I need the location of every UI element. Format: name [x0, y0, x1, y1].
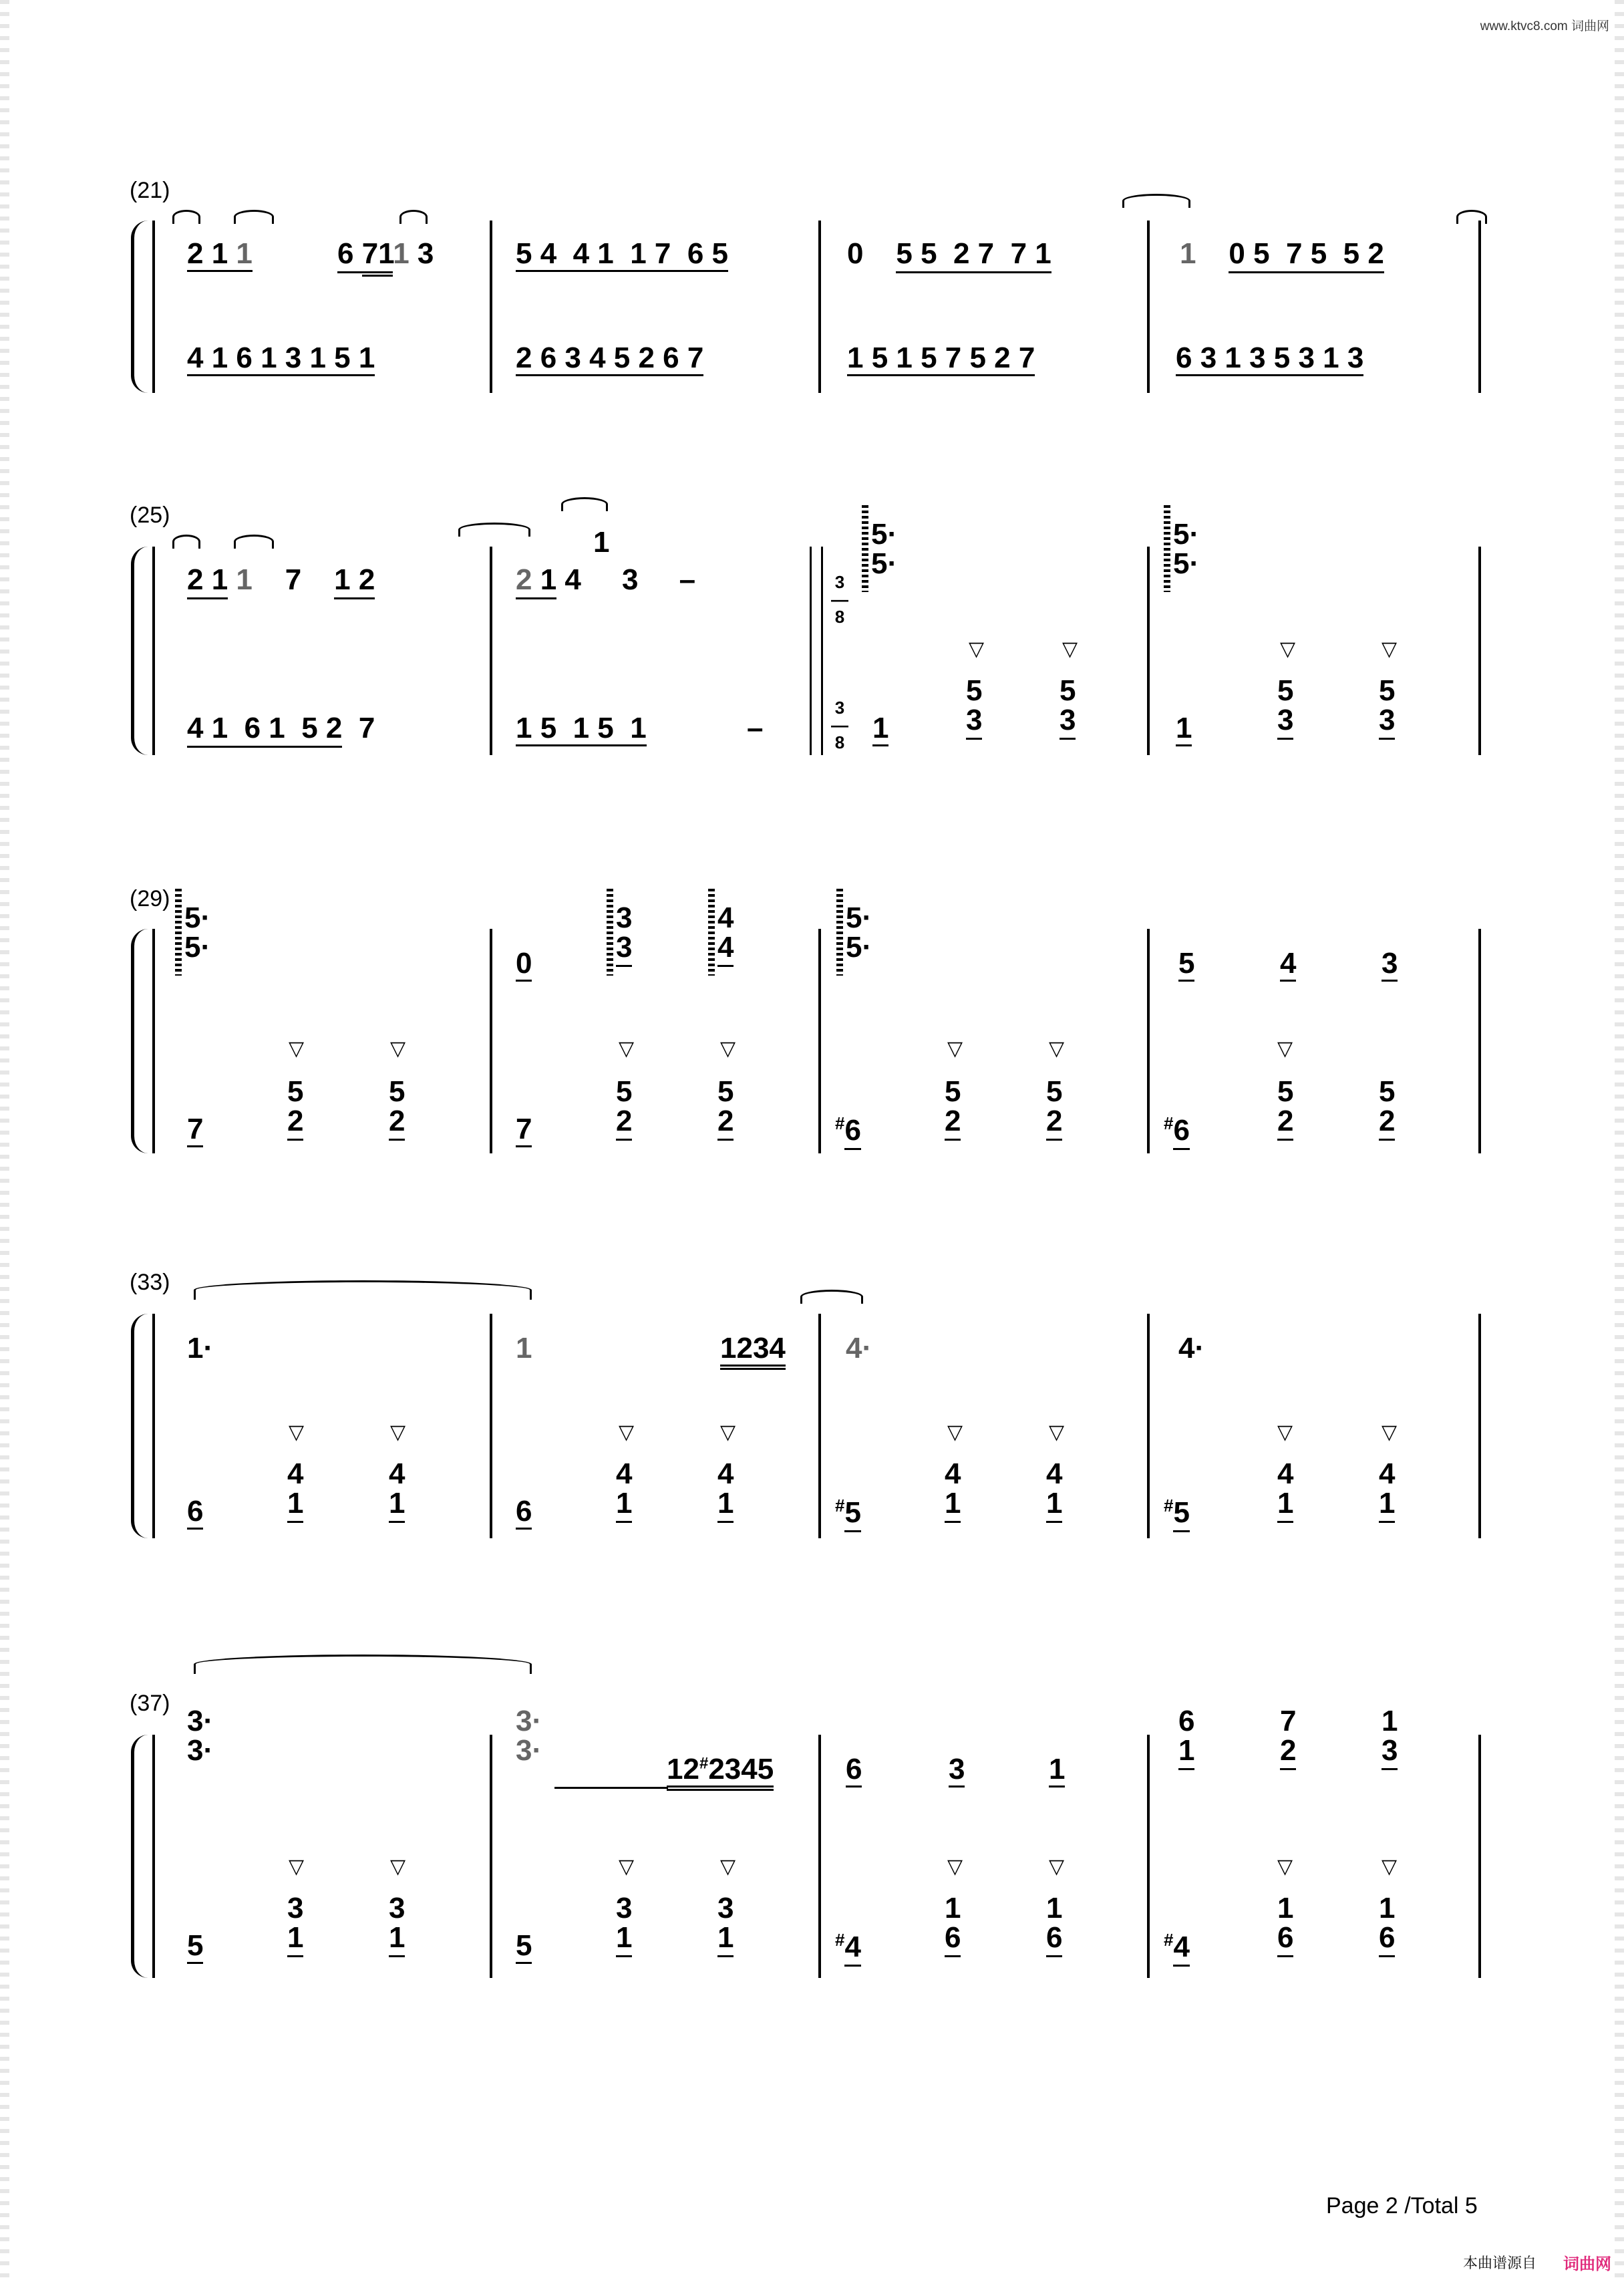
staccato-mark: ▽ — [947, 1421, 963, 1443]
upper-chord: 5· 5· — [1173, 518, 1200, 580]
left-edge-strip — [0, 0, 9, 2284]
time-signature-upper: 3 — 8 — [831, 572, 848, 627]
lower-note: 5 — [187, 1931, 203, 1964]
upper-chord: 4 4 — [717, 903, 734, 962]
barline — [490, 221, 492, 393]
staccato-mark: ▽ — [1049, 1038, 1065, 1060]
staccato-mark: ▽ — [720, 1421, 736, 1443]
upper-rest: 0 — [516, 949, 532, 982]
lower-note: #4 — [1164, 1931, 1190, 1962]
measure-number: (29) — [130, 886, 170, 911]
system-brace — [131, 1735, 149, 1978]
upper-note: 4· — [1178, 1332, 1205, 1365]
lower-notes: 4 1 6 1 5 2 7 — [187, 714, 375, 743]
lower-chord: 5 2 — [616, 1077, 632, 1136]
arpeggio — [708, 889, 715, 976]
lower-chord: 3 1 — [717, 1894, 734, 1953]
measure-number: (25) — [130, 503, 170, 528]
lower-note: 6 — [187, 1497, 203, 1530]
lower-chord: 5 2 — [717, 1077, 734, 1136]
barline — [1147, 1314, 1150, 1538]
upper-notes: 2 1 4 3 – — [516, 565, 695, 595]
arpeggio — [836, 889, 843, 976]
lower-chord: 5 3 — [966, 676, 982, 735]
lower-chord: 4 1 — [1046, 1459, 1062, 1518]
lower-chord: 3 1 — [389, 1894, 405, 1953]
measure-number: (33) — [130, 1270, 170, 1295]
lower-notes: 2 6 3 4 5 2 6 7 — [516, 343, 703, 376]
staccato-mark: ▽ — [390, 1038, 406, 1060]
upper-note: 4 — [1280, 949, 1296, 982]
tie — [172, 535, 200, 549]
upper-note: 1· — [187, 1332, 214, 1365]
lower-note: 1 — [872, 714, 888, 746]
barline — [490, 1735, 492, 1978]
upper-note: 1 — [1049, 1755, 1065, 1788]
right-edge-strip — [1615, 0, 1624, 2284]
arpeggio — [607, 889, 613, 976]
barline — [1478, 547, 1481, 755]
upper-notes: 5 4 4 1 1 7 6 5 — [516, 239, 728, 272]
slur — [458, 523, 530, 537]
barline — [1147, 929, 1150, 1153]
footer-logo: 词曲网 — [1563, 2255, 1611, 2273]
barline — [1147, 221, 1150, 393]
measure-number: (21) — [130, 178, 170, 203]
slur — [194, 1280, 532, 1300]
tie — [172, 210, 200, 224]
upper-run: 1234 — [720, 1334, 786, 1370]
upper-notes: 2 1 1 7 1 2 — [187, 565, 375, 595]
slur — [1122, 194, 1190, 208]
lower-chord: 5 2 — [1046, 1077, 1062, 1136]
upper-chord: 5· 5· — [184, 901, 211, 964]
lower-chord: 1 6 — [1046, 1894, 1062, 1953]
lower-chord: 5 2 — [389, 1077, 405, 1136]
double-barline — [810, 547, 823, 755]
staccato-mark: ▽ — [1277, 1038, 1293, 1060]
header-url: www.ktvc8.com 词曲网 — [1480, 19, 1609, 33]
upper-notes: 2 1 1 — [187, 239, 253, 272]
barline — [818, 1314, 821, 1538]
lower-notes: 1 5 1 5 1 — [516, 714, 647, 746]
upper-chord: 5· 5· — [871, 518, 898, 580]
arpeggio — [175, 889, 182, 976]
barline — [490, 547, 492, 755]
upper-chord: 5· 5· — [846, 901, 872, 964]
staccato-mark: ▽ — [1062, 638, 1078, 660]
measure-number: (37) — [130, 1691, 170, 1716]
staccato-mark: ▽ — [1382, 638, 1398, 660]
barline — [490, 929, 492, 1153]
lower-note: 7 — [516, 1115, 532, 1147]
upper-note: 3 — [1382, 949, 1398, 982]
system-brace — [131, 547, 149, 755]
lower-chord: 5 3 — [1379, 676, 1395, 735]
staccato-mark: ▽ — [947, 1038, 963, 1060]
upper-chord: 3 3 — [616, 903, 632, 962]
staccato-mark: ▽ — [720, 1856, 736, 1878]
lower-chord: 4 1 — [1379, 1459, 1395, 1518]
barline — [1478, 929, 1481, 1153]
lower-notes: 1 5 1 5 7 5 2 7 — [847, 343, 1035, 376]
lower-chord: 1 6 — [1277, 1894, 1293, 1953]
upper-note: 5 — [1178, 949, 1194, 982]
lower-chord: 5 2 — [1379, 1077, 1395, 1136]
upper-chord: 3· 3· — [187, 1705, 214, 1767]
upper-notes: 0 5 5 2 7 7 1 — [847, 239, 1051, 269]
staff-start-line — [152, 929, 155, 1153]
lower-chord: 4 1 — [717, 1459, 734, 1518]
staccato-mark: ▽ — [1280, 638, 1296, 660]
upper-chord: 1 3 — [1382, 1707, 1398, 1765]
lower-chord: 1 6 — [1379, 1894, 1395, 1953]
slur — [399, 210, 428, 224]
staccato-mark: ▽ — [1382, 1421, 1398, 1443]
slur — [800, 1290, 863, 1304]
staff-start-line — [152, 221, 155, 393]
lower-note: 7 — [187, 1115, 203, 1147]
lower-note: #4 — [835, 1931, 861, 1962]
staccato-mark: ▽ — [390, 1421, 406, 1443]
slur — [194, 1655, 532, 1674]
slur — [234, 535, 274, 549]
staccato-mark: ▽ — [1049, 1421, 1065, 1443]
system-brace — [131, 929, 149, 1153]
upper-chord: 3· 3· — [516, 1705, 542, 1767]
barline — [1147, 1735, 1150, 1978]
staccato-mark: ▽ — [720, 1038, 736, 1060]
staccato-mark: ▽ — [289, 1421, 305, 1443]
upper-chord: 7 2 — [1280, 1707, 1296, 1765]
staccato-mark: ▽ — [969, 638, 985, 660]
staccato-mark: ▽ — [1277, 1421, 1293, 1443]
footer-source-text: 本曲谱源自 — [1463, 2255, 1537, 2271]
barline — [818, 1735, 821, 1978]
lower-note: #6 — [1164, 1115, 1190, 1145]
slur — [1456, 210, 1487, 224]
staccato-mark: ▽ — [1382, 1856, 1398, 1878]
staccato-mark: ▽ — [1049, 1856, 1065, 1878]
barline — [1147, 547, 1150, 755]
barline — [818, 221, 821, 393]
lower-chord: 5 3 — [1060, 676, 1076, 735]
staff-start-line — [152, 1314, 155, 1538]
slur — [561, 497, 608, 511]
upper-notes: 6 711 3 — [337, 239, 434, 269]
staccato-mark: ▽ — [947, 1856, 963, 1878]
upper-note: 3 — [949, 1755, 965, 1788]
staccato-mark: ▽ — [390, 1856, 406, 1878]
barline — [1478, 1735, 1481, 1978]
system-brace — [131, 221, 149, 393]
lower-chord: 5 2 — [287, 1077, 303, 1136]
upper-note: 1 — [516, 1332, 532, 1365]
lower-note: #6 — [835, 1115, 861, 1145]
staccato-mark: ▽ — [619, 1421, 635, 1443]
upper-notes: 1 0 5 7 5 5 2 — [1180, 239, 1384, 269]
lower-notes: 4 1 6 1 3 1 5 1 — [187, 343, 375, 376]
tie-line — [554, 1787, 668, 1789]
upper-chord: 6 1 — [1178, 1707, 1194, 1765]
lower-chord: 5 2 — [945, 1077, 961, 1136]
barline — [490, 1314, 492, 1538]
staccato-mark: ▽ — [619, 1038, 635, 1060]
lower-chord: 3 1 — [616, 1894, 632, 1953]
staff-start-line — [152, 547, 155, 755]
lower-chord: 4 1 — [945, 1459, 961, 1518]
upper-run: 12#2345 — [667, 1755, 774, 1791]
lower-chord: 4 1 — [287, 1459, 303, 1518]
staff-start-line — [152, 1735, 155, 1978]
lower-chord: 1 6 — [945, 1894, 961, 1953]
lower-chord: 5 2 — [1277, 1077, 1293, 1136]
lower-chord: 4 1 — [616, 1459, 632, 1518]
system-brace — [131, 1314, 149, 1538]
upper-note-high-1: 1 — [593, 526, 610, 559]
lower-note: 6 — [516, 1497, 532, 1530]
lower-chord: 3 1 — [287, 1894, 303, 1953]
page-indicator: Page 2 /Total 5 — [1326, 2193, 1478, 2219]
lower-notes: – — [747, 712, 764, 744]
barline — [818, 929, 821, 1153]
lower-chord: 4 1 — [389, 1459, 405, 1518]
barline — [1478, 1314, 1481, 1538]
upper-note: 4· — [846, 1332, 872, 1365]
barline — [1478, 221, 1481, 393]
upper-note: 6 — [846, 1755, 862, 1788]
lower-chord: 4 1 — [1277, 1459, 1293, 1518]
staccato-mark: ▽ — [289, 1856, 305, 1878]
lower-chord: 5 3 — [1277, 676, 1293, 735]
arpeggio — [862, 505, 868, 592]
lower-note: 1 — [1176, 714, 1192, 746]
lower-note: 5 — [516, 1931, 532, 1964]
staccato-mark: ▽ — [1277, 1856, 1293, 1878]
staccato-mark: ▽ — [619, 1856, 635, 1878]
lower-notes: 6 3 1 3 5 3 1 3 — [1176, 343, 1363, 376]
lower-note: #5 — [1164, 1497, 1190, 1528]
slur — [234, 210, 274, 224]
lower-note: #5 — [835, 1497, 861, 1528]
time-signature-lower: 3 — 8 — [831, 698, 848, 752]
arpeggio — [1164, 505, 1170, 592]
staccato-mark: ▽ — [289, 1038, 305, 1060]
